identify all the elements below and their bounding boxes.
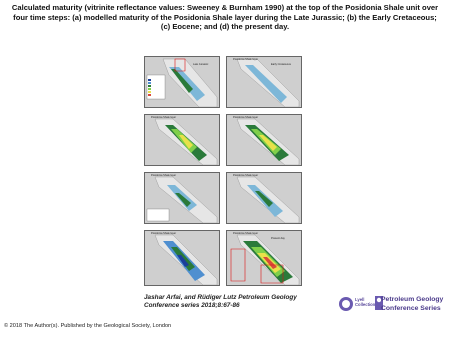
map-illustration — [145, 115, 220, 166]
panel-period: Early Cretaceous — [271, 63, 291, 66]
map-illustration — [227, 115, 302, 166]
panel-late-jurassic-b — [226, 56, 302, 108]
panel-label: Posidonia Shale layer — [233, 232, 259, 235]
panel-eocene-a — [144, 172, 220, 224]
logo-collection: Collection — [355, 302, 376, 307]
figure-panels — [144, 56, 302, 288]
copyright: © 2018 The Author(s). Published by the Geological Society, London — [4, 323, 172, 329]
map-illustration — [227, 173, 302, 224]
panel-late-jurassic-a — [144, 56, 220, 108]
panel-eocene-b — [226, 172, 302, 224]
logo-series-line2: Conference Series — [381, 305, 441, 312]
map-illustration — [145, 231, 220, 286]
panel-early-cretaceous-b — [226, 114, 302, 166]
panel-early-cretaceous-a — [144, 114, 220, 166]
map-illustration — [145, 57, 220, 108]
panel-label: Posidonia Shale layer — [233, 116, 259, 119]
citation: Jashar Arfai, and Rüdiger Lutz Petroleum Geology Conference series 2018;8:67-86 — [144, 294, 297, 309]
logo-series-line1: Petroleum Geology — [381, 296, 444, 303]
panel-present-a — [144, 230, 220, 286]
panel-present-b — [226, 230, 302, 286]
panel-label: Posidonia Shale layer — [151, 174, 177, 177]
panel-period: Late Jurassic — [193, 63, 209, 66]
panel-label: Posidonia Shale layer — [233, 58, 259, 61]
panel-label: Posidonia Shale layer — [233, 174, 259, 177]
panel-period: Present day — [271, 237, 285, 240]
panel-label: Posidonia Shale layer — [151, 116, 177, 119]
map-illustration — [145, 173, 220, 224]
panel-label: Posidonia Shale layer — [151, 232, 177, 235]
logo-lyell: Lyell — [355, 297, 365, 302]
figure-title: Calculated maturity (vitrinite reflectance values: Sweeney & Burnham 1990) at the top of the Posidonia Shale unit over four time steps: (a) modelled maturity of the Posidonia Shale layer during the Late Jurassic; (b) the Early Cretaceous; (c) Eocene; and (d) the present day. — [11, 3, 439, 32]
map-illustration — [227, 231, 302, 286]
